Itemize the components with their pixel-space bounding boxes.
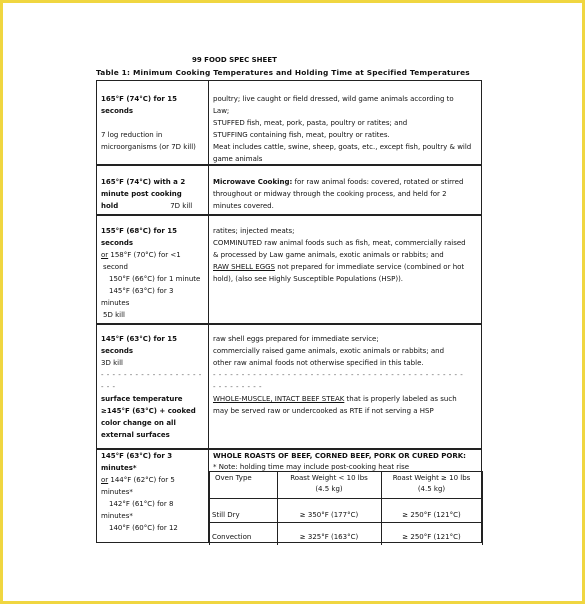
roast-row-oven: Convection <box>212 533 252 541</box>
row5-left: 145°F (63°C) for 3 minutes* or 144°F (62°C) for 5 minutes* 142°F (61°C) for 8 minutes* 140°F (60°C) for 12 <box>101 452 178 532</box>
dashed-separator: - - - - - - - - - - - - - - - - - - - - - - - - - - - - - - - - - - - - - - - - - - - - <box>213 371 464 379</box>
row4-left: 145°F (63°C) for 15 seconds 3D kill - - - - - - - - - - - - - - - - - - - - - surface temperature ≥145°F (63°C) + cooked color change on all external surfaces <box>101 335 202 439</box>
row-divider <box>97 214 481 216</box>
row2-left: 165°F (74°C) with a 2 minute post cooking hold 7D kill <box>101 178 193 210</box>
table-caption: Table 1: Minimum Cooking Temperatures and Holding Time at Specified Temperatures <box>96 68 470 77</box>
roast-row-value: ≥ 325°F (163°C) <box>299 533 359 541</box>
row5-right: WHOLE ROASTS OF BEEF, CORNED BEEF, PORK OR CURED PORK: * Note: holding time may include post-cooking heat rise <box>213 452 466 471</box>
row2-right: Microwave Cooking: for raw animal foods: covered, rotated or stirred throughout or midway through the cooking process, and held for 2 minutes covered. <box>213 178 464 210</box>
roast-table <box>209 471 483 545</box>
row1-right: poultry; live caught or field dressed, wild game animals according to Law; STUFFED fish, meat, pork, pasta, poultry or ratites; and STUFFING containing fish, meat, poultry or ratites. Meat includes cattle, swine, sheep, goats, etc., except fish, poultry & wild game animals <box>213 95 472 163</box>
roast-header-over-10: Roast Weight ≥ 10 lbs (4.5 kg) <box>392 474 471 493</box>
row1-left: 165°F (74°C) for 15 seconds 7 log reduction in microorganisms (or 7D kill) <box>101 95 196 151</box>
roast-row-value: ≥ 350°F (177°C) <box>299 511 359 519</box>
roast-header-oven-type: Oven Type <box>215 474 252 482</box>
roast-row-value: ≥ 250°F (121°C) <box>402 533 461 541</box>
spec-table <box>96 80 482 543</box>
row3-left: 155°F (68°C) for 15 seconds or 158°F (70°C) for <1 second 150°F (66°C) for 1 minute 145°F (63°C) for 3 minutes 5D kill <box>101 227 201 319</box>
dashed-separator: - - - - - - - - - <box>213 383 263 391</box>
row3-right: ratites; injected meats; COMMINUTED raw animal foods such as fish, meat, commercially raised & processed by Law game animals, exotic animals or rabbits; and RAW SHELL EGGS not prepared for immediate service (combined or hot hold), (also see Highly Susceptible Populations (HSP)). <box>213 227 466 283</box>
roast-row-oven: Still Dry <box>212 511 240 519</box>
roast-header-under-10: Roast Weight < 10 lbs (4.5 kg) <box>290 474 368 493</box>
dashed-separator: - - - - - - - - - - - - - - - - - - <box>101 371 202 379</box>
page-title: 99 FOOD SPEC SHEET <box>192 56 277 64</box>
roast-row-value: ≥ 250°F (121°C) <box>402 511 461 519</box>
row4-right: raw shell eggs prepared for immediate service; commercially raised game animals, exotic animals or rabbits; and other raw animal foods not otherwise specified in this table. - - - - - - - - - - - - - - - - - - - - - - - - - - - - - - - - - - - - - - - - - - - - - - - - - - - - - WHOLE-MUSCLE, INTACT BEEF STEAK that is properly labeled as such may be served raw or undercooked as RTE if not serving a HSP <box>213 335 464 415</box>
row-divider <box>97 323 481 325</box>
dashed-separator: - - - <box>101 383 116 391</box>
